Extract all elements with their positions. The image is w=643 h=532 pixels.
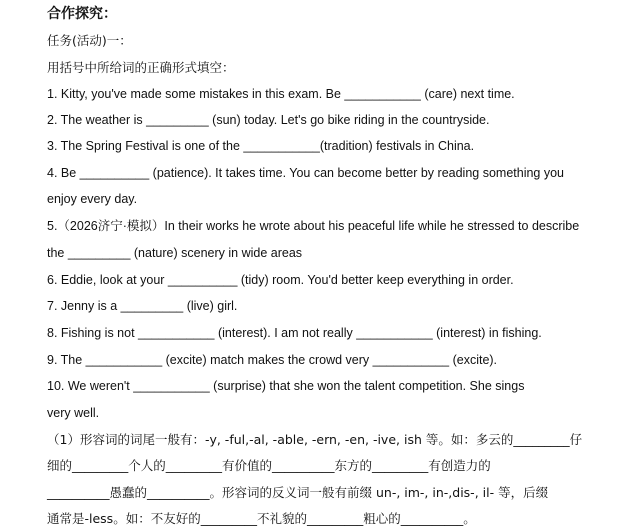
section-heading: 合作探究： xyxy=(47,6,117,22)
exercise-item-5: 5.（2026济宁·模拟）In their works he wrote about his peaceful life while he stressed to describe xyxy=(47,219,580,233)
exercise-item-6: 6. Eddie, look at your __________ (tidy) room. You'd better keep everything in order. xyxy=(47,273,514,287)
task-label: 任务(活动)一： xyxy=(47,33,132,48)
exercise-item-7: 7. Jenny is a _________ (live) girl. xyxy=(47,299,238,313)
exercise-item-2: 2. The weather is _________ (sun) today. Let's go bike riding in the countryside. xyxy=(47,113,490,127)
note-line-3: __________愚蠢的__________。形容词的反义词一般有前缀 un-, im-, in-,dis-, il- 等，后缀 xyxy=(47,485,549,500)
exercise-item-10-continued: very well. xyxy=(47,406,100,420)
exercise-item-4: 4. Be __________ (patience). It takes time. You can become better by reading something you xyxy=(47,166,565,180)
note-line-4: 通常是-less。如：不友好的_________不礼貌的_________粗心的__________。 xyxy=(47,511,476,526)
exercise-item-10: 10. We weren't ___________ (surprise) that she won the talent competition. She sings xyxy=(47,379,525,393)
note-line-2: 细的_________个人的_________有价值的__________东方的_________有创造力的 xyxy=(47,458,491,473)
note-line-1: （1）形容词的词尾一般有：-y, -ful,-al, -able, -ern, -en, -ive, ish 等。如：多云的_________仔 xyxy=(47,432,583,447)
exercise-item-4-continued: enjoy every day. xyxy=(47,192,138,206)
exercise-item-8: 8. Fishing is not ___________ (interest). I am not really ___________ (interest) in fishing. xyxy=(47,326,542,340)
exercise-item-1: 1. Kitty, you've made some mistakes in this exam. Be ___________ (care) next time. xyxy=(47,87,515,101)
instruction-text: 用括号中所给词的正确形式填空： xyxy=(47,60,235,75)
exercise-item-5-continued: the _________ (nature) scenery in wide areas xyxy=(47,246,303,260)
exercise-item-9: 9. The ___________ (excite) match makes the crowd very ___________ (excite). xyxy=(47,353,498,367)
exercise-item-3: 3. The Spring Festival is one of the ___________(tradition) festivals in China. xyxy=(47,139,475,153)
